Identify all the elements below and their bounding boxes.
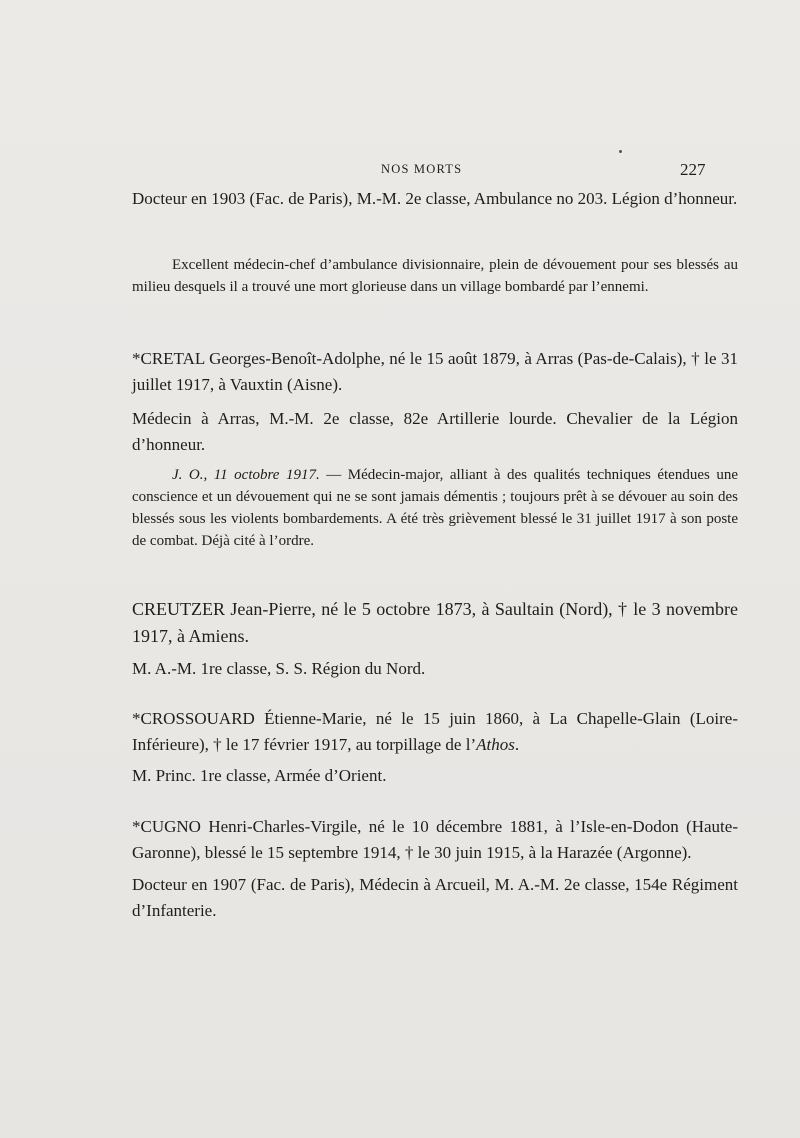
entry-detail: M. A.-M. 1re classe, S. S. Région du Nord. <box>132 659 426 678</box>
running-head <box>0 160 800 182</box>
entry-crossouard <box>132 706 738 789</box>
entry-detail: Docteur en 1903 (Fac. de Paris), M.-M. 2e classe, Ambulance no 203. Légion d’honneur. <box>132 189 738 208</box>
entry-heading-text: *CRETAL Georges-Benoît-Adolphe, né le 15 août 1879, à Arras (Pas-de-Calais), † le 31 juillet 1917, à Vauxtin (Aisne). <box>132 349 738 394</box>
entry-heading <box>132 346 738 398</box>
entry-heading: CREUTZER Jean-Pierre, né le 5 octobre 1873, à Saultain (Nord), † le 3 novembre 1917, à Amiens. <box>132 599 738 646</box>
citation-text <box>132 464 738 552</box>
entry-cretal <box>132 346 738 458</box>
citation-cretal <box>132 464 738 552</box>
entry-heading: *CUGNO Henri-Charles-Virgile, né le 10 décembre 1881, à l’Isle-en-Dodon (Haute-Garonne), blessé le 15 septembre 1914, † le 30 juin 1915, à la Harazée (Argonne). <box>132 817 738 862</box>
entry-heading-end: . <box>514 735 520 754</box>
citation-body: — Médecin-major, alliant à des qualités techniques étendues une conscience et un dévouement qui ne se sont jamais démentis ; toujours prêt à se dévouer au soin des blessés sous les violents bombardements. A été très grièvement blessé le 31 juillet 1917 à son poste de combat. Déjà cité à l’ordre. <box>132 467 739 549</box>
running-head-title: NOS MORTS <box>381 162 463 176</box>
entry-detail: Médecin à Arras, M.-M. 2e classe, 82e Artillerie lourde. Chevalier de la Légion d’honneur. <box>132 409 738 454</box>
entry-detail: Docteur en 1907 (Fac. de Paris), Médecin à Arcueil, M. A.-M. 2e classe, 154e Régiment d’Infanterie. <box>132 875 738 920</box>
entry-creutzer <box>132 596 738 682</box>
ink-speck <box>619 150 622 153</box>
entry-detail: M. Princ. 1re classe, Armée d’Orient. <box>132 766 387 785</box>
entry-cugno <box>132 814 738 924</box>
entry-continuation <box>132 186 738 212</box>
citation-continuation <box>132 254 738 298</box>
page-number: 227 <box>680 160 706 179</box>
entry-heading <box>132 706 738 758</box>
ship-name: Athos <box>476 735 515 754</box>
citation-source: J. O., 11 octobre 1917. <box>172 467 320 483</box>
entry-heading-text: *CROSSOUARD Étienne-Marie, né le 15 juin 1860, à La Chapelle-Glain (Loire-Inférieure), † le 17 février 1917, au torpillage de l’ <box>132 709 738 754</box>
citation-text: Excellent médecin-chef d’ambulance divisionnaire, plein de dévouement pour ses blessés au milieu desquels il a trouvé une mort glorieuse dans un village bombardé par l’ennemi. <box>132 257 738 295</box>
